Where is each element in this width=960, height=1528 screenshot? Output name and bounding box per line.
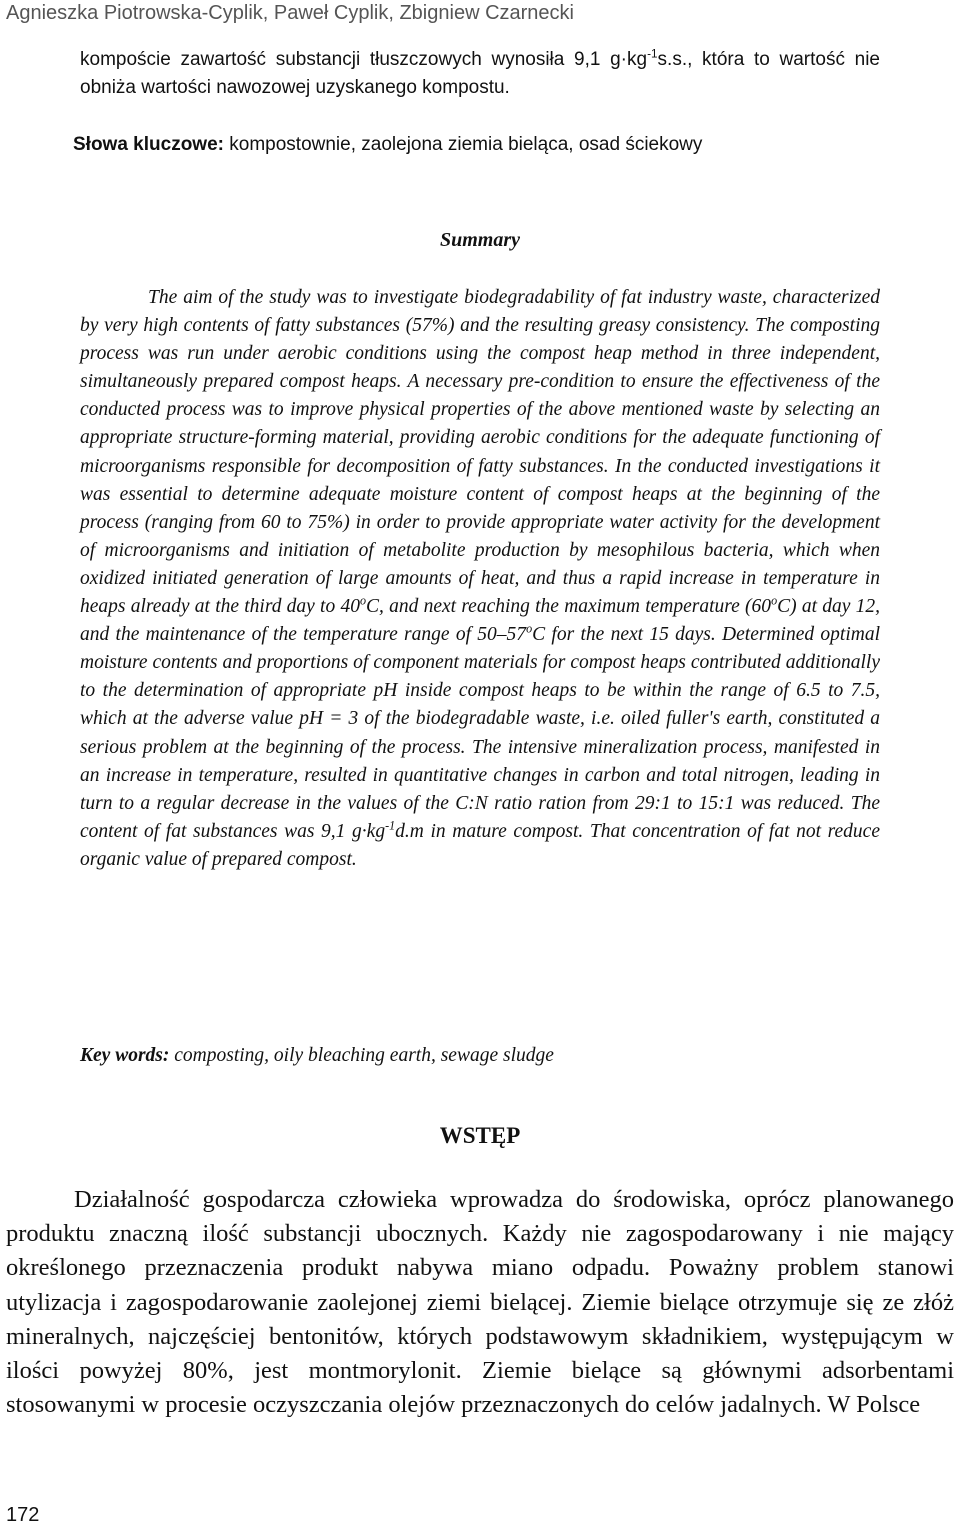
keywords-polish-text: kompostownie, zaolejona ziemia bieląca, osad ściekowy xyxy=(223,134,703,155)
intro-paragraph: Działalność gospodarcza człowieka wprowadza do środowiska, oprócz planowanego produktu znaczną ilość substancji ubocznych. Każdy nie zagospodarowany i nie mający określonego przeznaczenia produkt nabywa miano odpadu. Poważny problem stanowi utylizacja i zagospodarowanie zaolejonej ziemi bielącej. Ziemie bielące otrzymuje się ze złóż mineralnych, najczęściej bentonitów, których podstawowym składnikiem, występującym w ilości powyżej 80%, jest montmorylonit. Ziemie bielące są głównymi adsorbentami stosowanymi w procesie oczyszczania olejów przeznaczonych do celów jadalnych. W Polsce xyxy=(6,1186,954,1419)
summary-text: C for the next 15 days. Determined optimal moisture contents and proportions of component materials for compost heaps contributed additionally to the determination of appropriate pH inside compost heaps to be within the range of 6.5 to 7.5, which at the adverse value pH = 3 of the biodegradable waste, i.e. oiled fuller's earth, constituted a serious problem at the beginning of the process. The intensive mineralization process, manifested in an increase in temperature, resulted in quantitative changes in carbon and total nitrogen, leading in turn to a regular decrease in the values of the C:N ratio ration from 29:1 to 15:1 was reduced. The content of fat substances was 9,1 g·kg xyxy=(80,624,880,842)
page-number: 172 xyxy=(6,1504,40,1526)
summary-text: d.m in mature compost. That concentration of fat not reduce organic value of prepared compost. xyxy=(80,820,880,870)
keywords-polish-label: Słowa kluczowe: xyxy=(73,134,224,155)
summary-text: C, and next reaching the maximum temperature (60 xyxy=(366,596,772,618)
degree-superscript: o xyxy=(526,621,533,636)
superscript: -1 xyxy=(647,47,658,61)
section-heading-intro: WSTĘP xyxy=(439,1123,521,1148)
superscript: -1 xyxy=(385,818,396,833)
polish-abstract-end xyxy=(80,46,880,102)
summary-text: The aim of the study was to investigate biodegradability of fat industry waste, characterized by very high contents of fatty substances (57%) and the resulting greasy consistency. The composting process was run under aerobic conditions using the compost heap method in three independent, simultaneously prepared compost heaps. A necessary pre-condition to ensure the effectiveness of the conducted process was to improve physical properties of the above mentioned waste by selecting an appropriate structure-forming material, providing aerobic conditions for the adequate functioning of microorganisms responsible for decomposition of fatty substances. In the conducted investigations it was essential to determine adequate moisture content of compost heaps at the beginning of the process (ranging from 60 to 75%) in order to provide appropriate water activity for the development of microorganisms and initiation of metabolite production by mesophilous bacteria, which when oxidized initiated generation of large amounts of heat, and thus a rapid increase in temperature in heaps already at the third day to 40 xyxy=(80,287,880,618)
polish-abstract-text: kompoście zawartość substancji tłuszczowych wynosiła 9,1 g·kg xyxy=(80,49,648,70)
polish-abstract-text-cont: s.s., która to wartość nie obniża wartości nawozowej uzyskanego kompostu. xyxy=(80,49,880,98)
keywords-english xyxy=(80,1042,554,1070)
running-head: Agnieszka Piotrowska-Cyplik, Paweł Cyplik, Zbigniew Czarnecki xyxy=(6,2,574,24)
degree-superscript: o xyxy=(771,593,778,608)
keywords-english-text: composting, oily bleaching earth, sewage sludge xyxy=(169,1045,554,1066)
keywords-polish xyxy=(73,131,702,159)
summary-text: C) at day 12, and the maintenance of the temperature range of 50–57 xyxy=(80,596,880,646)
summary-body xyxy=(80,284,880,874)
degree-superscript: o xyxy=(359,593,367,608)
keywords-english-label: Key words: xyxy=(80,1045,170,1066)
summary-heading: Summary xyxy=(439,229,521,251)
